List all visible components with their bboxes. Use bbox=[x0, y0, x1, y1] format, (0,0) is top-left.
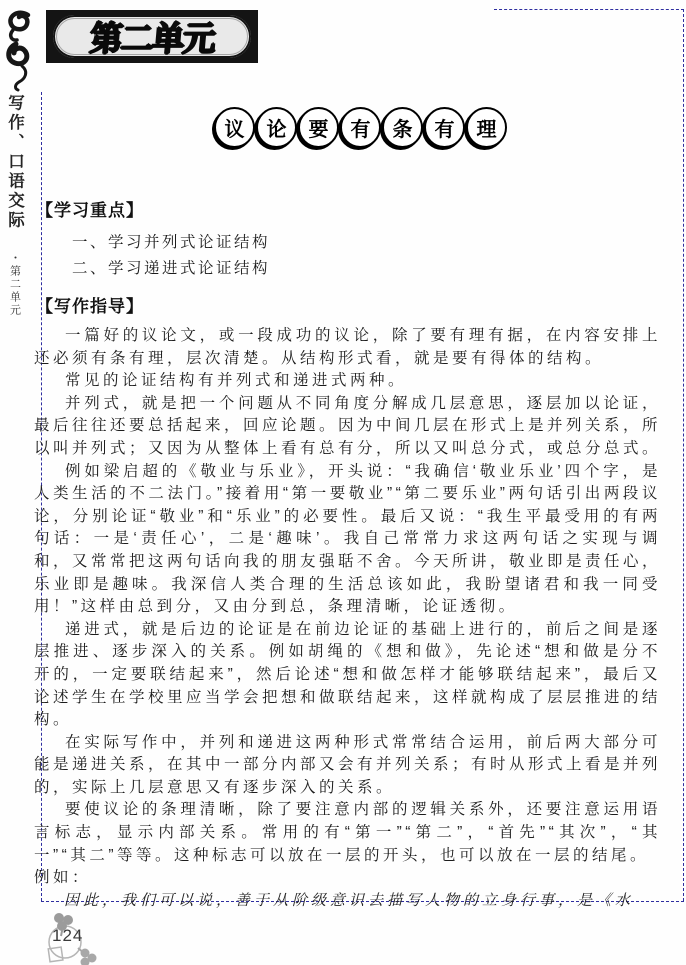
title-circle bbox=[340, 107, 381, 148]
guidance-paragraph: 例如梁启超的《敬业与乐业》，开头说：“我确信‘敬业乐业’四个字，是人类生活的不二法门。”接着用“第一要敬业”“第二要乐业”两句话引出两段议论，分别论证“敬业”和“乐业”的必要性。最后又说：“我生平最受用的有两句话：一是‘责任心’，二是‘趣味’。我自己常常力求这两句话之实现与调和，又常常把这两句话向我的朋友强聒不舍。今天所讲，敬业即是责任心，乐业即是趣味。我深信人类合理的生活总该如此，我盼望诸君和我一同受用！”这样由总到分，又由分到总，条理清晰，论证透彻。 bbox=[34, 462, 662, 616]
guidance-heading: 【写作指导】 bbox=[36, 297, 144, 316]
example-label: 例如： bbox=[34, 869, 92, 887]
title-char: 论 bbox=[266, 119, 287, 141]
title-circle bbox=[256, 107, 297, 148]
title-char: 有 bbox=[434, 119, 455, 141]
sidebar-label-main: 写作、口语交际 bbox=[5, 94, 24, 231]
guidance-paragraph: 递进式，就是后边的论证是在前边论证的基础上进行的，前后之间是逐层推进、逐步深入的关系。例如胡绳的《想和做》，先论述“想和做是分不开的，一定要联结起来”，然后论述“想和做怎样才能够联结起来”，最后又论述学生在学校里应当学会把想和做联结起来，这样就构成了层层推进的结构。 bbox=[34, 620, 662, 729]
dashed-border-top bbox=[494, 9, 684, 10]
title-circle bbox=[298, 107, 339, 148]
title-char: 有 bbox=[350, 119, 371, 141]
guidance-paragraph: 在实际写作中，并列和递进这两种形式常常结合运用，前后两大部分可能是递进关系，在其中一部分内部又会有并列关系；有时从形式上看是并列的，实际上几层意思又有逐步深入的关系。 bbox=[34, 733, 662, 796]
unit-banner bbox=[46, 10, 258, 63]
key-point-item: 二、学习递进式论证结构 bbox=[72, 260, 271, 277]
sidebar-vertical-label bbox=[6, 94, 23, 317]
example-line: 因此，我们可以说，善于从阶级意识去描写人物的立身行事，是《水 bbox=[64, 892, 635, 909]
page-content bbox=[34, 200, 661, 912]
title-circle bbox=[466, 107, 507, 148]
guidance-paragraph: 并列式，就是把一个问题从不同角度分解成几层意思，逐层加以论证，最后往往还要总括起来，回应论题。因为中间几层在形式上是并列关系，所以叫并列式；又因为从整体上看有总有分，所以又叫总分式，或总分总式。 bbox=[34, 394, 662, 457]
sidebar-label-sub: ・第二单元 bbox=[8, 251, 21, 317]
title-circle bbox=[424, 107, 465, 148]
title-char: 议 bbox=[224, 119, 245, 141]
title-char: 条 bbox=[392, 119, 413, 141]
dashed-border-right bbox=[683, 9, 684, 901]
page-number: 124 bbox=[52, 926, 84, 945]
swirl-ornament-icon bbox=[4, 8, 38, 92]
title-char: 理 bbox=[476, 119, 497, 141]
guidance-paragraph: 一篇好的议论文，或一段成功的议论，除了要有理有据，在内容安排上还必须有条有理，层次清楚。从结构形式看，就是要有得体的结构。 bbox=[34, 327, 661, 367]
key-points-list bbox=[72, 230, 661, 282]
lesson-title bbox=[214, 107, 507, 148]
key-point-item: 一、学习并列式论证结构 bbox=[72, 234, 271, 251]
unit-banner-title: 第二单元 bbox=[88, 19, 216, 58]
guidance-paragraph: 要使议论的条理清晰，除了要注意内部的逻辑关系外，还要注意运用语言标志，显示内部关系。常用的有“第一”“第二”，“首先”“其次”，“其一”“其二”等等。这种标志可以放在一层的开头，也可以放在一层的结尾。 bbox=[34, 801, 661, 864]
title-circle bbox=[382, 107, 423, 148]
title-char: 要 bbox=[308, 119, 329, 141]
guidance-paragraph: 常见的论证结构有并列式和递进式两种。 bbox=[65, 372, 408, 390]
key-points-heading: 【学习重点】 bbox=[36, 201, 144, 220]
title-circle bbox=[214, 107, 255, 148]
